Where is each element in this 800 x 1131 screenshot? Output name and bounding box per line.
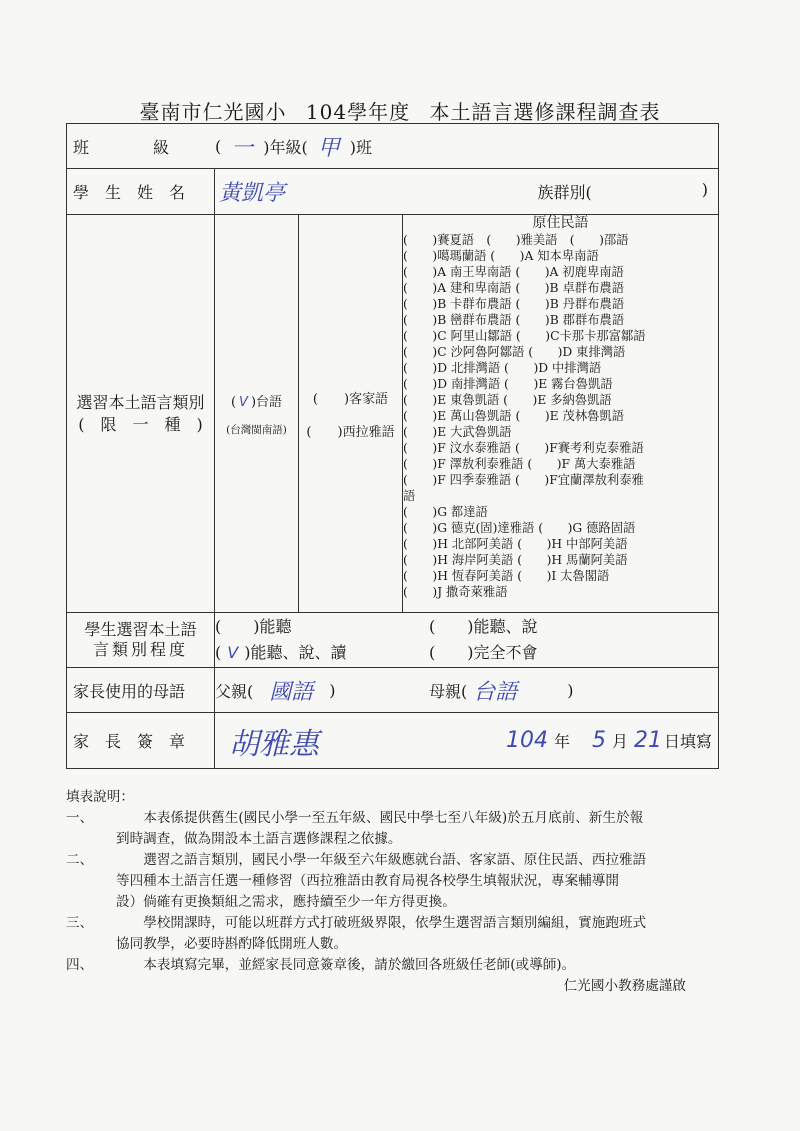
sign-month-label: 月: [612, 732, 629, 751]
level-row: [67, 613, 719, 668]
father-tongue-value[interactable]: 國語: [269, 679, 314, 705]
student-name-value[interactable]: 黃凱亭: [219, 181, 286, 206]
instructions-list: [66, 808, 726, 976]
aboriginal-option-line[interactable]: ( )H 北部阿美語 ( )H 中部阿美語: [403, 537, 628, 551]
instruction-text: 學校開課時，可能以班群方式打破班級界限，依學生選習語言類別編組，實施跑班式: [143, 915, 647, 931]
sign-year-value[interactable]: 104: [505, 728, 548, 753]
taiwanese-option[interactable]: ( V )台語: [230, 394, 283, 410]
instruction-text: 選習之語言類別，國民小學一年級至六年級應就台語、客家語、原住民語、西拉雅語: [143, 852, 647, 868]
class-row: [67, 124, 719, 169]
mother-tongue-value[interactable]: 台語: [473, 679, 518, 705]
form-name: 本土語言選修課程調查表: [429, 100, 661, 124]
language-label-line2: ( 限 一 種 ): [78, 414, 203, 434]
form-title: [0, 96, 800, 125]
instructions-heading: 填表說明：: [66, 789, 134, 805]
aboriginal-head: 原住民語: [532, 215, 589, 231]
grade-value[interactable]: 一: [231, 135, 254, 161]
mother-tongue-row: [67, 668, 719, 713]
instruction-text: 本表填寫完畢，並經家長同意簽章後，請於繳回各班級任老師(或導師)。: [143, 957, 576, 973]
aboriginal-option-line[interactable]: ( )A 建和卑南語 ( )B 卓群布農語: [403, 281, 624, 295]
instruction-text: 到時調查，做為開設本土語言選修課程之依據。: [116, 831, 402, 847]
language-row: [67, 215, 719, 613]
instruction-item: [66, 808, 726, 850]
hakka-option[interactable]: ( )客家語: [312, 391, 389, 407]
school-year: 104學年度: [305, 100, 411, 124]
instruction-number: 四、: [66, 957, 94, 973]
aboriginal-list: [403, 232, 718, 600]
aboriginal-option-line[interactable]: ( )F 汶水泰雅語 ( )F賽考利克泰雅語: [403, 441, 644, 455]
aboriginal-option-line[interactable]: ( )A 南王卑南語 ( )A 初鹿卑南語: [403, 265, 624, 279]
aboriginal-option-line[interactable]: ( )E 東魯凱語 ( )E 多納魯凱語: [403, 393, 612, 407]
father-close: ): [329, 680, 336, 700]
instruction-item: [66, 955, 726, 976]
aboriginal-option-line[interactable]: ( )G 都達語: [403, 505, 488, 519]
aboriginal-option-line[interactable]: ( )G 德克(固)達雅語 ( )G 德路固語: [403, 521, 636, 535]
level-full-check[interactable]: V: [227, 643, 239, 662]
aboriginal-option-line[interactable]: ( )噶瑪蘭語 ( )A 知本卑南語: [403, 249, 599, 263]
parent-signature[interactable]: 胡雅惠: [229, 726, 319, 762]
level-listen-option[interactable]: ( )能聽: [215, 617, 292, 636]
aboriginal-option-line[interactable]: ( )F 四季泰雅語 ( )F宜蘭澤敖利泰雅: [403, 473, 644, 487]
instruction-number: 三、: [66, 915, 94, 931]
grade-open: (: [215, 136, 222, 156]
grade-close: )年級(: [263, 137, 308, 157]
mother-label: 母親(: [429, 681, 468, 701]
aboriginal-option-line[interactable]: ( )E 萬山魯凱語 ( )E 茂林魯凱語: [403, 409, 625, 423]
taiwanese-note: (台灣閩南語): [226, 423, 287, 436]
mother-tongue-label: 家長使用的母語: [67, 668, 215, 713]
aboriginal-option-line[interactable]: ( )D 北排灣語 ( )D 中排灣語: [403, 361, 602, 375]
instruction-item: [66, 850, 726, 913]
signature-row: [67, 713, 719, 769]
sign-day-label: 日填寫: [664, 732, 713, 751]
aboriginal-option-line[interactable]: ( )J 撒奇萊雅語: [403, 585, 508, 599]
student-name-label: 學 生 姓 名: [73, 183, 186, 202]
sign-year-label: 年: [553, 732, 570, 751]
aboriginal-option-line[interactable]: ( )賽夏語 ( )雅美語 ( )邵語: [403, 233, 629, 247]
instruction-number: 一、: [66, 810, 94, 826]
instructions: [66, 787, 726, 997]
aboriginal-option-line[interactable]: ( )F 澤敖利泰雅語 ( )F 萬大泰雅語: [403, 457, 636, 471]
taiwanese-check[interactable]: V: [239, 394, 248, 410]
ethnic-label: 族群別(: [537, 183, 592, 202]
signature-label: 家 長 簽 章: [67, 713, 215, 769]
aboriginal-option-line[interactable]: ( )E 大武魯凱語: [403, 425, 512, 439]
aboriginal-option-line[interactable]: ( )B 巒群布農語 ( )B 郡群布農語: [403, 313, 625, 327]
level-label-line1: 學生選習本土語: [84, 620, 197, 639]
name-row: [67, 169, 719, 215]
aboriginal-option-line[interactable]: ( )D 南排灣語 ( )E 霧台魯凱語: [403, 377, 613, 391]
father-label: 父親(: [215, 681, 254, 701]
survey-table: [66, 123, 719, 769]
level-listen-speak-option[interactable]: ( )能聽、說: [429, 617, 538, 636]
sign-day-value[interactable]: 21: [634, 728, 663, 753]
instruction-text: 等四種本土語言任選一種修習（西拉雅語由教育局視各校學生填報狀況，專案輔導開: [116, 873, 619, 889]
instruction-text: 協同教學，必要時斟酌降低開班人數。: [116, 936, 348, 952]
aboriginal-option-line[interactable]: ( )H 海岸阿美語 ( )H 馬蘭阿美語: [403, 553, 628, 567]
sign-month-value[interactable]: 5: [592, 728, 606, 753]
ethnic-value[interactable]: [592, 180, 702, 203]
issuer-signoff: 仁光國小教務處謹啟: [563, 978, 686, 994]
language-label-line1: 選習本土語言類別: [76, 392, 205, 412]
aboriginal-option-line[interactable]: 語: [403, 489, 416, 503]
instruction-item: [66, 913, 726, 955]
ethnic-close: ): [701, 180, 709, 199]
instruction-text: 設）倘確有更換類組之需求，應持續至少一年方得更換。: [116, 894, 456, 910]
siraya-option[interactable]: ( )西拉雅語: [306, 424, 395, 440]
level-none-option[interactable]: ( )完全不會: [429, 643, 538, 662]
instruction-text: 本表係提供舊生(國民小學一至五年級、國民中學七至八年級)於五月底前、新生於報: [143, 810, 644, 826]
aboriginal-options: [403, 215, 719, 613]
class-close: )班: [349, 137, 373, 157]
aboriginal-option-line[interactable]: ( )H 恆春阿美語 ( )I 太魯閣語: [403, 569, 610, 583]
instruction-number: 二、: [66, 852, 94, 868]
class-value[interactable]: 甲: [317, 135, 340, 161]
aboriginal-option-line[interactable]: ( )C 沙阿魯阿鄒語 ( )D 東排灣語: [403, 345, 626, 359]
level-label-line2: 言類別程度: [92, 640, 188, 659]
mother-close: ): [567, 680, 574, 700]
school-name: 臺南市仁光國小: [139, 100, 287, 124]
class-label: 班 級: [73, 137, 170, 157]
aboriginal-option-line[interactable]: ( )C 阿里山鄒語 ( )C卡那卡那富鄒語: [403, 329, 646, 343]
level-full-option[interactable]: ( V )能聽、說、讀: [215, 643, 347, 662]
aboriginal-option-line[interactable]: ( )B 卡群布農語 ( )B 丹群布農語: [403, 297, 625, 311]
